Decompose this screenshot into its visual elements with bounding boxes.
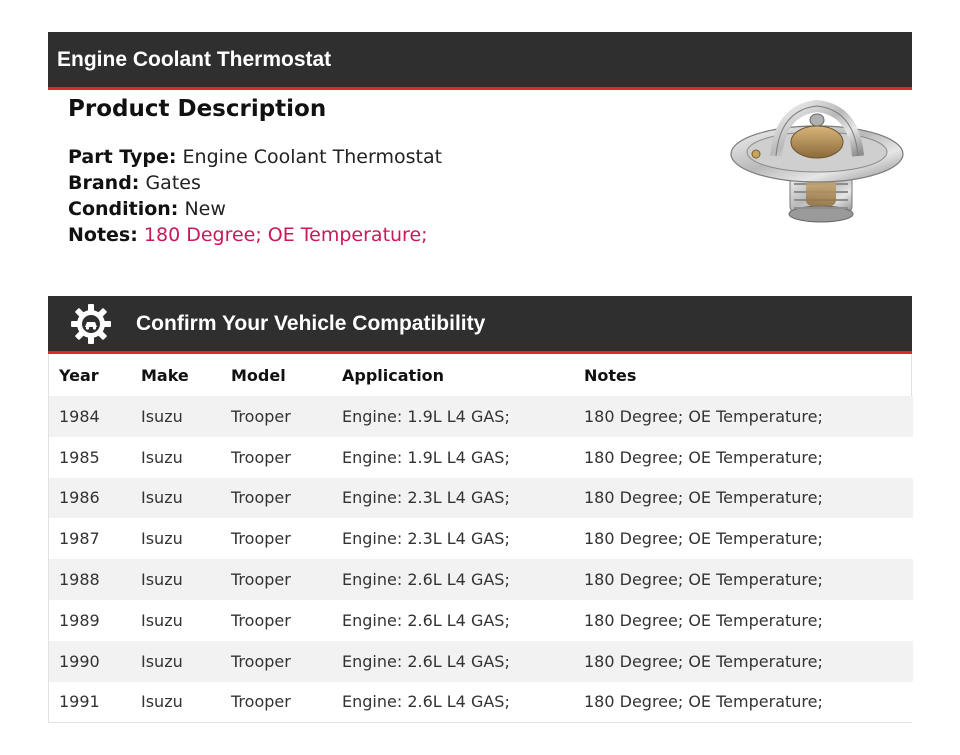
- cell-model: Trooper: [221, 600, 332, 641]
- compatibility-banner: [48, 296, 912, 354]
- part-type-row: [68, 144, 668, 170]
- brand-label: Brand:: [68, 172, 140, 194]
- table-header-row: [49, 354, 913, 396]
- cell-application: Engine: 2.6L L4 GAS;: [332, 682, 574, 723]
- header-make: Make: [141, 365, 189, 385]
- condition-label: Condition:: [68, 198, 179, 220]
- condition-row: [68, 196, 668, 222]
- cell-year: 1990: [49, 641, 131, 682]
- table-row: [49, 478, 913, 519]
- cell-make: Isuzu: [131, 559, 221, 600]
- product-title: Engine Coolant Thermostat: [57, 47, 332, 71]
- cell-year: 1985: [49, 437, 131, 478]
- cell-model: Trooper: [221, 396, 332, 437]
- cell-make: Isuzu: [131, 478, 221, 519]
- header-year: Year: [59, 365, 99, 385]
- cell-application: Engine: 2.6L L4 GAS;: [332, 641, 574, 682]
- table-row: [49, 518, 913, 559]
- cell-notes: 180 Degree; OE Temperature;: [574, 478, 913, 519]
- part-type-value: Engine Coolant Thermostat: [182, 146, 443, 168]
- cell-notes: 180 Degree; OE Temperature;: [574, 682, 913, 723]
- condition-value: New: [184, 198, 226, 220]
- cell-year: 1991: [49, 682, 131, 723]
- header-model: Model: [231, 365, 286, 385]
- cell-year: 1989: [49, 600, 131, 641]
- notes-row: [68, 222, 668, 248]
- gear-car-icon: [70, 303, 112, 345]
- compatibility-table: [48, 354, 912, 723]
- cell-year: 1988: [49, 559, 131, 600]
- cell-application: Engine: 2.3L L4 GAS;: [332, 518, 574, 559]
- cell-make: Isuzu: [131, 518, 221, 559]
- cell-year: 1986: [49, 478, 131, 519]
- cell-make: Isuzu: [131, 396, 221, 437]
- cell-model: Trooper: [221, 478, 332, 519]
- cell-model: Trooper: [221, 559, 332, 600]
- cell-year: 1987: [49, 518, 131, 559]
- cell-notes: 180 Degree; OE Temperature;: [574, 437, 913, 478]
- cell-model: Trooper: [221, 682, 332, 723]
- table-row: [49, 682, 913, 723]
- table-row: [49, 559, 913, 600]
- table-row: [49, 396, 913, 437]
- cell-model: Trooper: [221, 641, 332, 682]
- part-type-label: Part Type:: [68, 146, 177, 168]
- cell-model: Trooper: [221, 437, 332, 478]
- cell-notes: 180 Degree; OE Temperature;: [574, 518, 913, 559]
- cell-notes: 180 Degree; OE Temperature;: [574, 559, 913, 600]
- cell-make: Isuzu: [131, 641, 221, 682]
- cell-application: Engine: 2.6L L4 GAS;: [332, 559, 574, 600]
- cell-make: Isuzu: [131, 437, 221, 478]
- cell-model: Trooper: [221, 518, 332, 559]
- cell-application: Engine: 2.6L L4 GAS;: [332, 600, 574, 641]
- cell-make: Isuzu: [131, 682, 221, 723]
- cell-notes: 180 Degree; OE Temperature;: [574, 600, 913, 641]
- thermostat-image: [728, 96, 906, 226]
- cell-application: Engine: 2.3L L4 GAS;: [332, 478, 574, 519]
- product-title-banner: [48, 32, 912, 90]
- product-description: [68, 96, 668, 248]
- table-row: [49, 437, 913, 478]
- cell-application: Engine: 1.9L L4 GAS;: [332, 396, 574, 437]
- notes-value: 180 Degree; OE Temperature;: [143, 224, 428, 246]
- brand-value: Gates: [145, 172, 201, 194]
- description-heading: Product Description: [68, 96, 327, 122]
- cell-application: Engine: 1.9L L4 GAS;: [332, 437, 574, 478]
- cell-make: Isuzu: [131, 600, 221, 641]
- header-application: Application: [342, 365, 445, 385]
- brand-row: [68, 170, 668, 196]
- table-row: [49, 641, 913, 682]
- table-row: [49, 600, 913, 641]
- header-notes: Notes: [584, 365, 637, 385]
- cell-year: 1984: [49, 396, 131, 437]
- compatibility-title: Confirm Your Vehicle Compatibility: [136, 311, 486, 335]
- notes-label: Notes:: [68, 224, 138, 246]
- cell-notes: 180 Degree; OE Temperature;: [574, 396, 913, 437]
- cell-notes: 180 Degree; OE Temperature;: [574, 641, 913, 682]
